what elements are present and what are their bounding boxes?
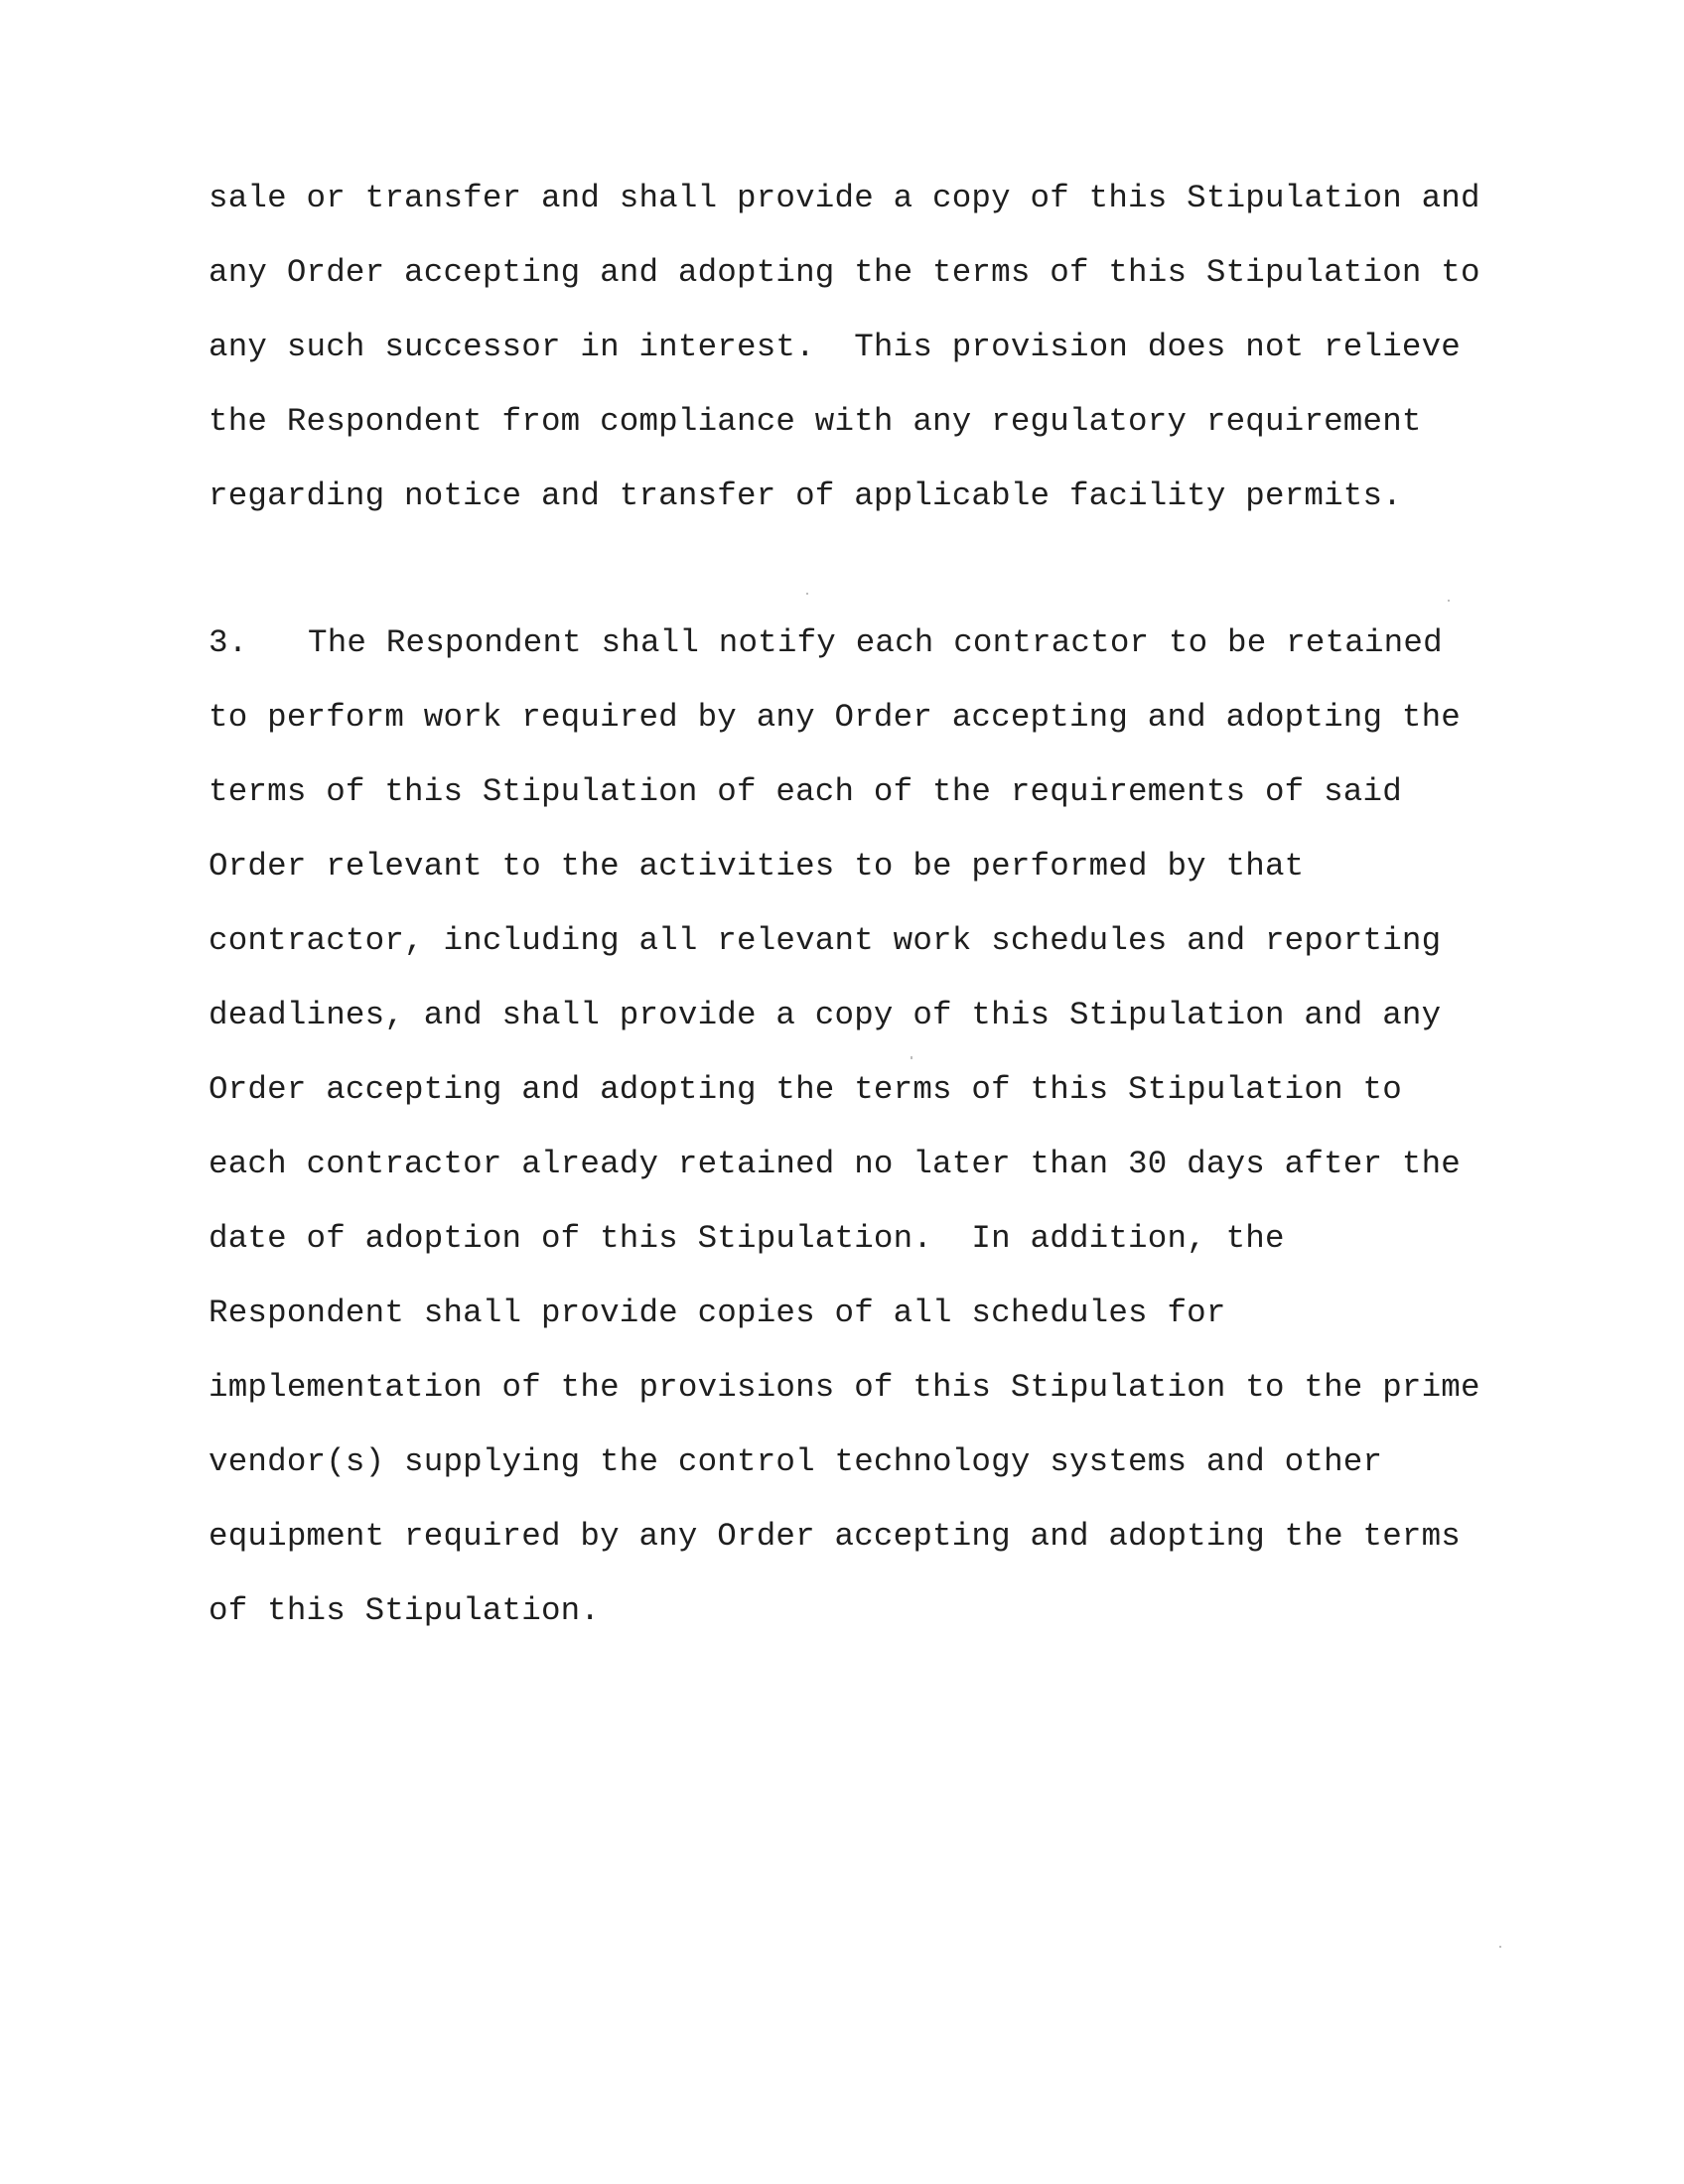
scan-speck xyxy=(911,1056,912,1059)
text-line: Respondent shall provide copies of all schedules for xyxy=(209,1295,1226,1331)
text-line: implementation of the provisions of this Stipulation to the prime xyxy=(209,1369,1480,1406)
text-line: Order relevant to the activities to be performed by that xyxy=(209,848,1305,885)
text-line: contractor, including all relevant work schedules and reporting xyxy=(209,922,1442,959)
text-line: Order accepting and adopting the terms of this Stipulation to xyxy=(209,1071,1402,1108)
scan-speck xyxy=(806,593,808,595)
text-line: vendor(s) supplying the control technology systems and other xyxy=(209,1443,1383,1480)
paragraph-number: 3. xyxy=(209,624,248,661)
text-line: equipment required by any Order accepting and adopting the terms xyxy=(209,1518,1462,1555)
paragraph-3-first-line xyxy=(209,623,1443,663)
text-line: sale or transfer and shall provide a copy of this Stipulation and xyxy=(209,180,1480,216)
scan-speck xyxy=(1499,1946,1501,1948)
text-line: regarding notice and transfer of applicable facility permits. xyxy=(209,478,1402,514)
text-line: each contractor already retained no later than 30 days after the xyxy=(209,1146,1462,1182)
scan-speck xyxy=(1448,600,1450,602)
text-line: date of adoption of this Stipulation. In addition, the xyxy=(209,1220,1285,1257)
text-line: of this Stipulation. xyxy=(209,1592,601,1629)
text-line: any such successor in interest. This provision does not relieve xyxy=(209,329,1462,365)
text-line: deadlines, and shall provide a copy of this Stipulation and any xyxy=(209,997,1442,1033)
text-line: any Order accepting and adopting the terms of this Stipulation to xyxy=(209,254,1480,291)
text-line: the Respondent from compliance with any regulatory requirement xyxy=(209,403,1422,440)
text-line: terms of this Stipulation of each of the requirements of said xyxy=(209,773,1402,810)
text-line: to perform work required by any Order accepting and adopting the xyxy=(209,699,1462,736)
text-line: The Respondent shall notify each contractor to be retained xyxy=(308,624,1443,661)
